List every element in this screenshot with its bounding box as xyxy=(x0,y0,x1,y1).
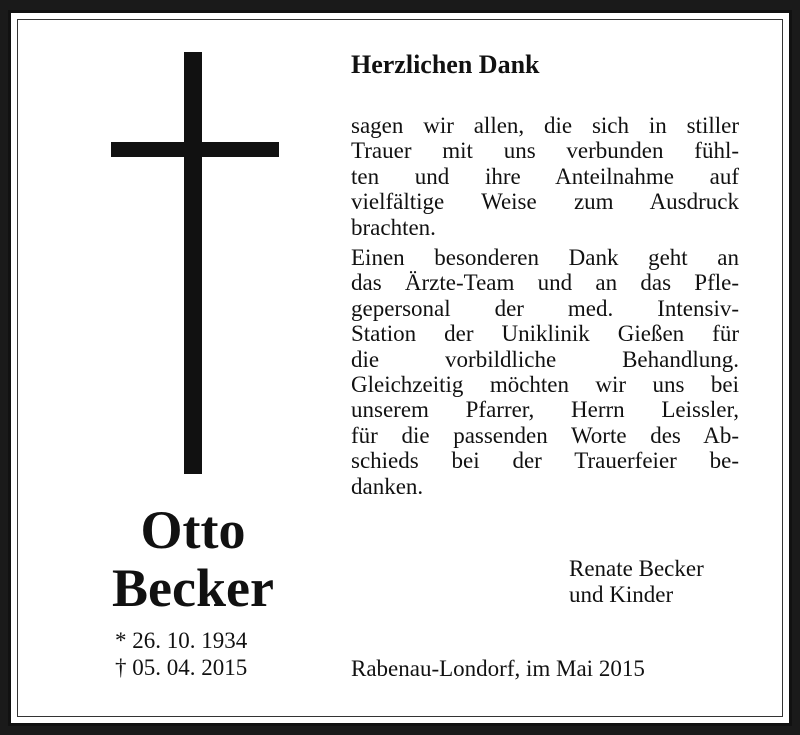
paragraph-1 xyxy=(351,113,739,240)
obituary-card xyxy=(8,10,792,726)
signature xyxy=(569,556,704,608)
text-line: gepersonal der med. Intensiv- xyxy=(351,295,739,321)
text-line: unserem Pfarrer, Herrn Leissler, xyxy=(351,397,739,423)
text-line: danken. xyxy=(351,473,424,499)
life-dates xyxy=(115,627,247,681)
thanks-heading: Herzlichen Dank xyxy=(351,50,540,79)
text-line: für die passenden Worte des Ab- xyxy=(351,422,739,448)
text-line: ten und ihre Anteilnahme auf xyxy=(351,163,739,189)
text-line: das Ärzte-Team und an das Pfle- xyxy=(351,270,739,296)
death-date: † 05. 04. 2015 xyxy=(115,655,248,680)
deceased-first-name: Otto xyxy=(140,500,246,560)
birth-date: * 26. 10. 1934 xyxy=(115,628,248,653)
signature-line-1: Renate Becker xyxy=(569,556,704,581)
text-line: die vorbildliche Behandlung. xyxy=(351,346,739,372)
cross-horizontal-bar xyxy=(111,142,279,157)
text-line: sagen wir allen, die sich in stiller xyxy=(351,113,739,138)
deceased-last-name: Becker xyxy=(112,558,274,618)
place-and-date: Rabenau-Londorf, im Mai 2015 xyxy=(351,656,645,681)
text-line: Einen besonderen Dank geht an xyxy=(351,245,739,271)
signature-line-2: und Kinder xyxy=(569,582,674,607)
text-line: vielfältige Weise zum Ausdruck xyxy=(351,189,739,215)
paragraph-2 xyxy=(351,245,739,499)
text-line: Station der Uniklinik Gießen für xyxy=(351,321,739,347)
cross-vertical-bar xyxy=(184,52,202,474)
text-line: Gleichzeitig möchten wir uns bei xyxy=(351,372,739,398)
text-line: Trauer mit uns verbunden fühl- xyxy=(351,138,739,164)
text-line: schieds bei der Trauerfeier be- xyxy=(351,448,739,474)
thanks-text xyxy=(351,113,739,504)
text-line: brachten. xyxy=(351,214,436,240)
